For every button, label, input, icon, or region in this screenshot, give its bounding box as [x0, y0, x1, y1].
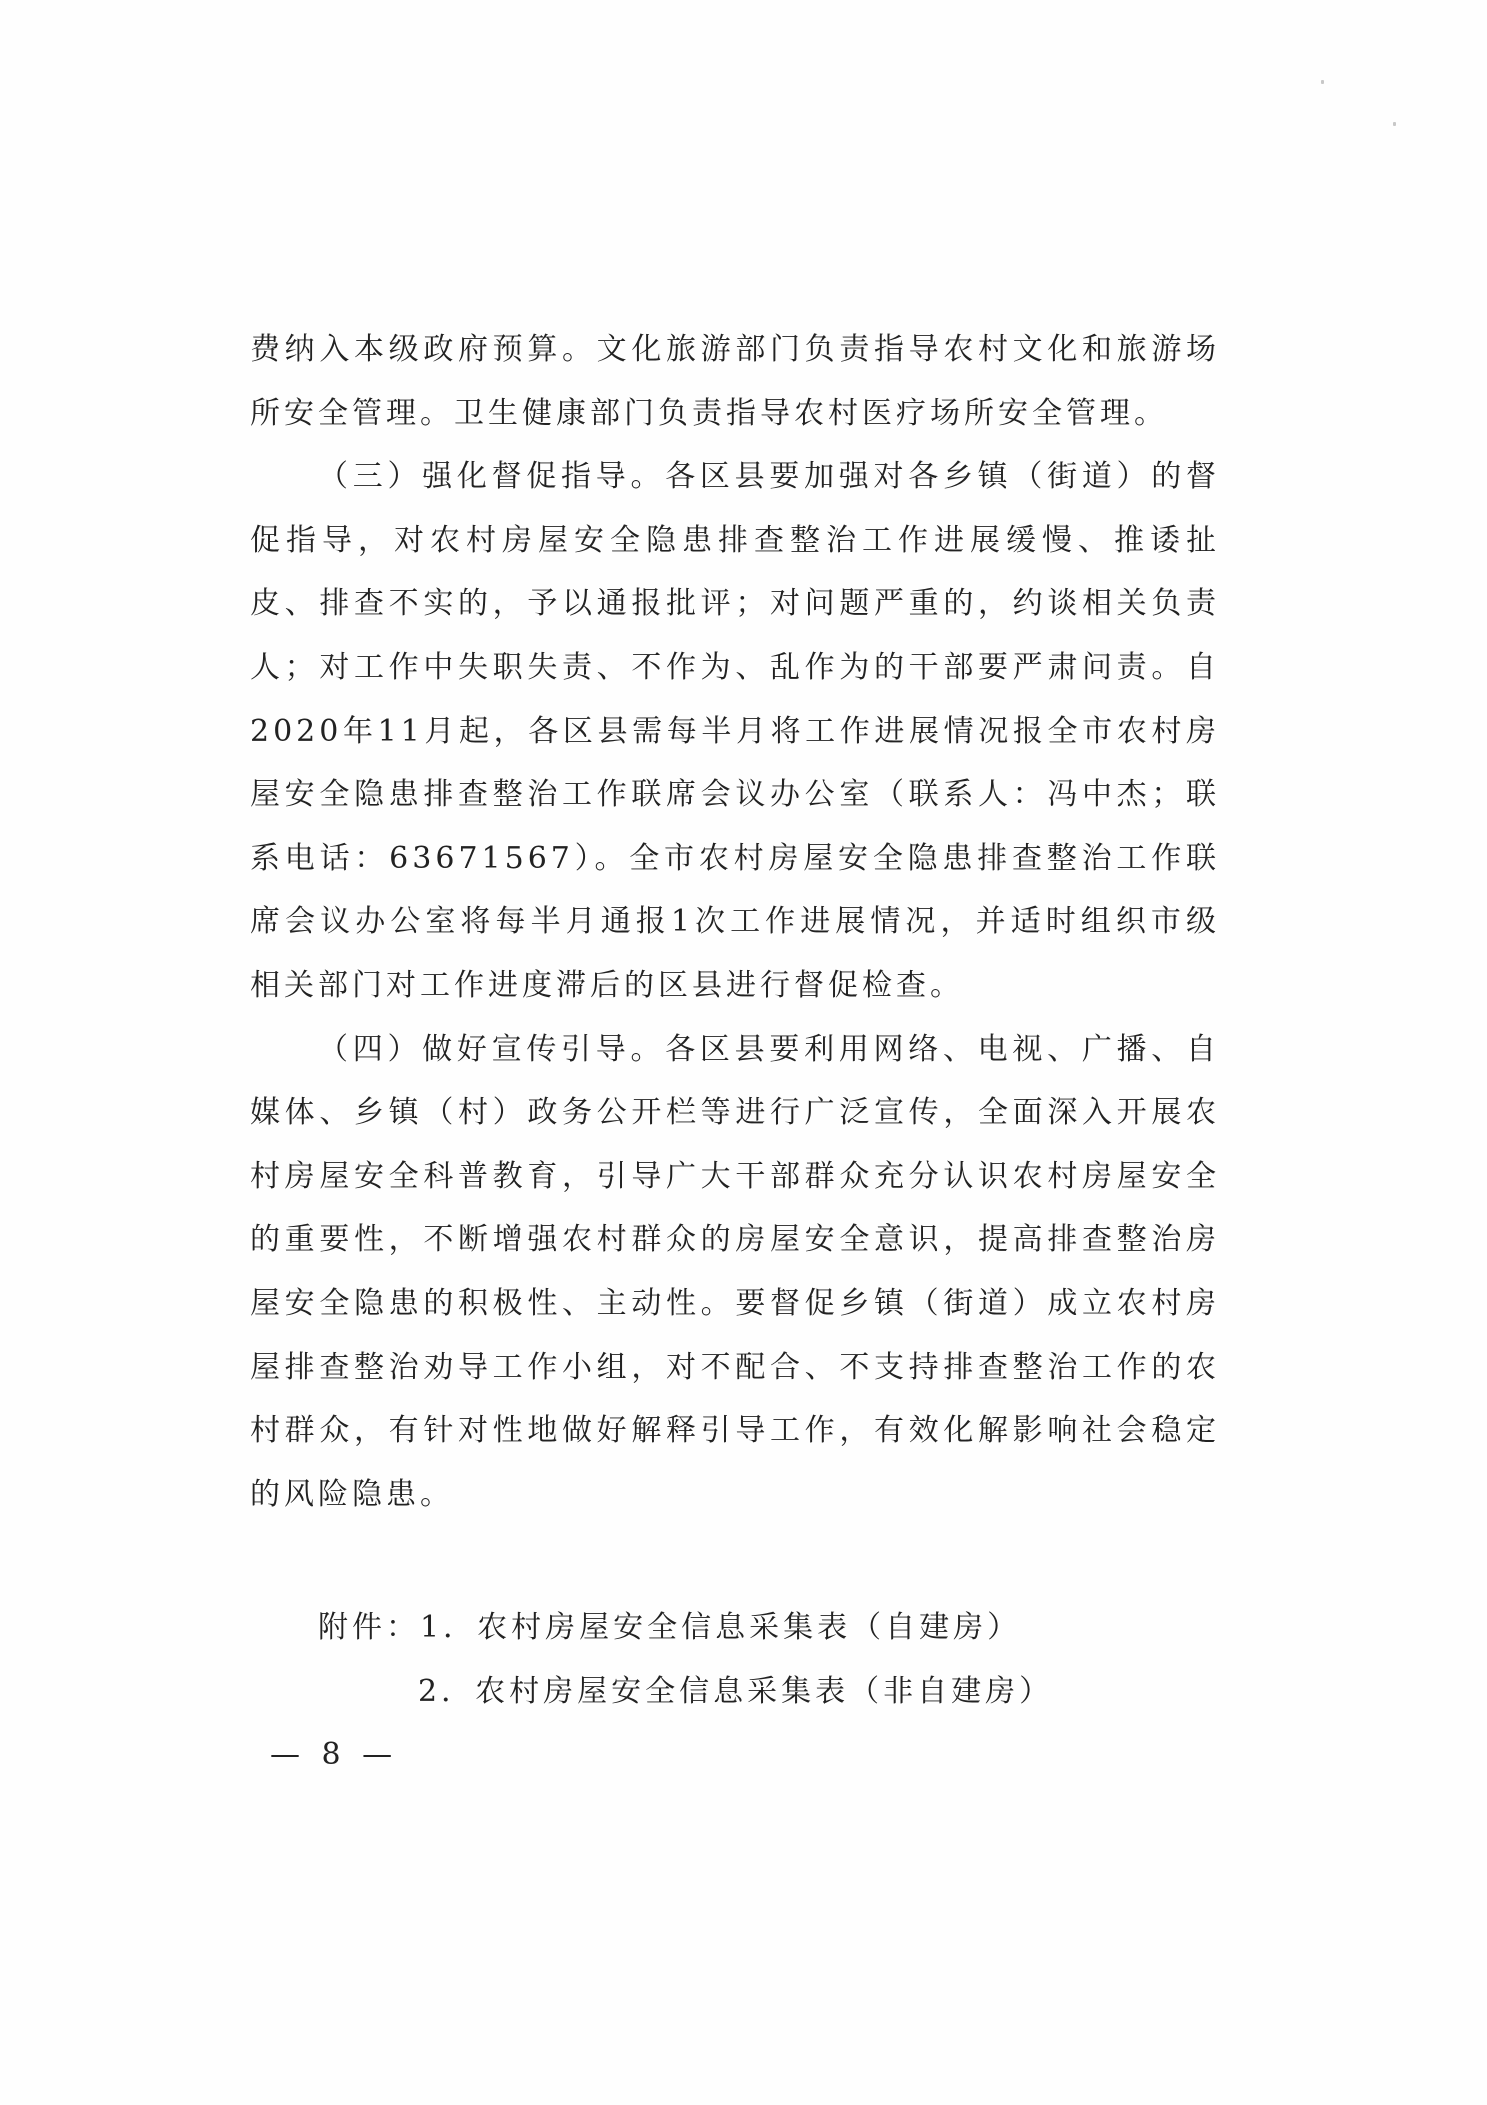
paragraph: （三）强化督促指导。各区县要加强对各乡镇（街道）的督促指导，对农村房屋安全隐患排查整治工作进展缓慢、推诿扯皮、排查不实的，予以通报批评；对问题严重的，约谈相关负责人；对工作中失职失责、不作为、乱作为的干部要严肃问责。自2020年11月起，各区县需每半月将工作进展情况报全市农村房屋安全隐患排查整治工作联席会议办公室（联系人：冯中杰；联系电话：63671567）。全市农村房屋安全隐患排查整治工作联席会议办公室将每半月通报1次工作进展情况，并适时组织市级相关部门对工作进度滞后的区县进行督促检查。	[250, 459, 1220, 1003]
document-body	[250, 318, 1220, 1526]
scan-speck	[1321, 80, 1324, 84]
paragraph: 费纳入本级政府预算。文化旅游部门负责指导农村文化和旅游场所安全管理。卫生健康部门负责指导农村医疗场所安全管理。	[250, 332, 1220, 431]
attachment-item: 2．农村房屋安全信息采集表（非自建房）	[418, 1674, 1054, 1709]
paragraph: （四）做好宣传引导。各区县要利用网络、电视、广播、自媒体、乡镇（村）政务公开栏等进行广泛宣传，全面深入开展农村房屋安全科普教育，引导广大干部群众充分认识农村房屋安全的重要性，不断增强农村群众的房屋安全意识，提高排查整治房屋安全隐患的积极性、主动性。要督促乡镇（街道）成立农村房屋排查整治劝导工作小组，对不配合、不支持排查整治工作的农村群众，有针对性地做好解释引导工作，有效化解影响社会稳定的风险隐患。	[250, 1031, 1220, 1512]
scan-speck	[1393, 122, 1396, 126]
page-number: — 8 —	[270, 1737, 399, 1772]
attachment-item: 附件：1．农村房屋安全信息采集表（自建房）	[318, 1610, 1022, 1645]
attachments-list	[318, 1596, 1218, 1724]
